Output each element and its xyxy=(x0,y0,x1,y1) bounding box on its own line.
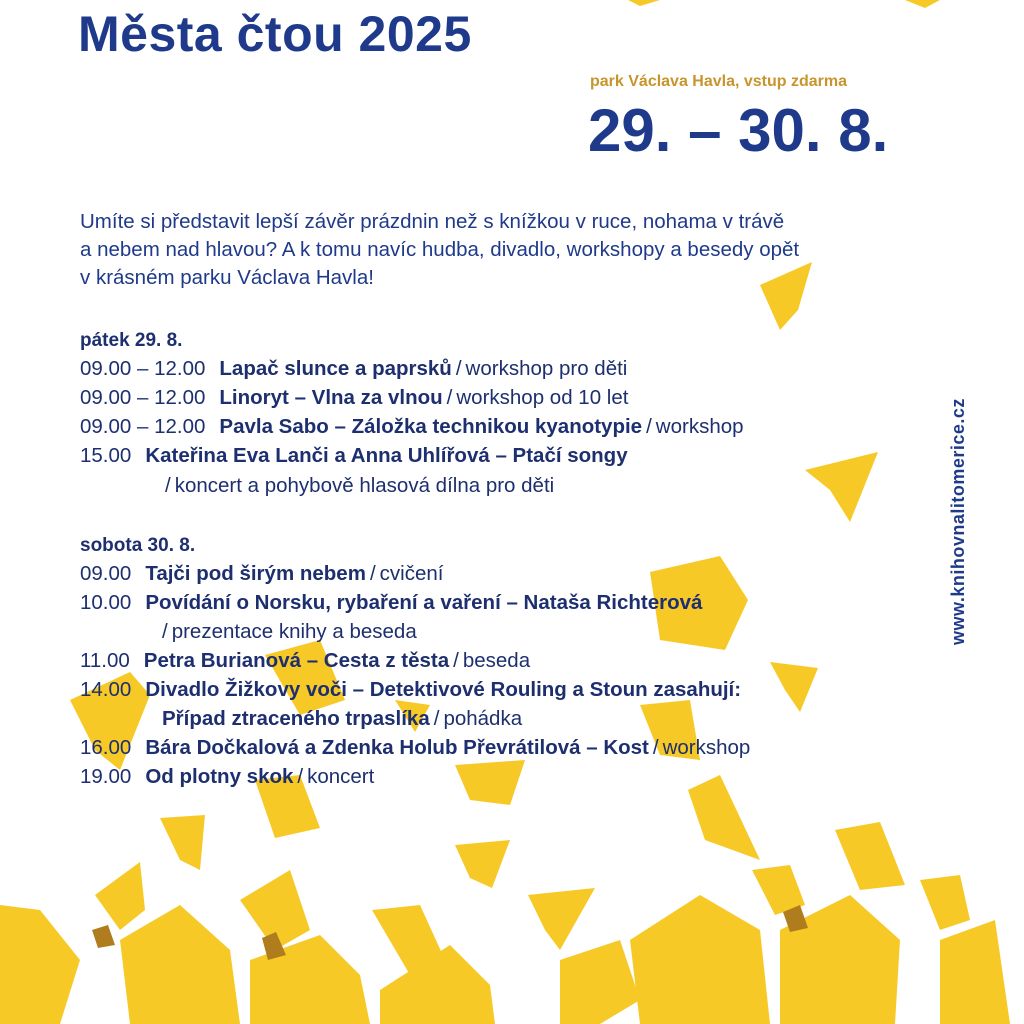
page-title: Města čtou 2025 xyxy=(78,6,472,62)
intro-line: Umíte si představit lepší závěr prázdnin než s knížkou v ruce, nohama v trávě xyxy=(80,210,785,233)
event-type: workshop pro děti xyxy=(465,357,628,380)
event-name: Pavla Sabo – Záložka technikou kyanotypie xyxy=(219,415,643,438)
event-type: koncert a pohybově hlasová dílna pro děti xyxy=(174,474,555,497)
schedule-item: 09.00 Tajči pod širým nebem / cvičení xyxy=(80,562,444,585)
library-website-link[interactable]: www.knihovnalitomerice.cz xyxy=(948,398,968,645)
event-type: workshop xyxy=(655,415,744,438)
event-name: Povídání o Norsku, rybaření a vaření – Nataša Richterová xyxy=(145,591,703,614)
schedule-item: 09.00 – 12.00 Linoryt – Vlna za vlnou / workshop od 10 let xyxy=(80,386,629,409)
event-time: 14.00 xyxy=(80,678,132,701)
saturday-heading: sobota 30. 8. xyxy=(80,535,196,556)
event-name: Od plotny skok xyxy=(145,765,294,788)
event-time: 10.00 xyxy=(80,591,132,614)
event-time: 15.00 xyxy=(80,444,132,467)
schedule-item-continuation: / koncert a pohybově hlasová dílna pro děti xyxy=(165,474,555,497)
event-time: 11.00 xyxy=(80,649,130,672)
intro-line: a nebem nad hlavou? A k tomu navíc hudba, divadlo, workshopy a besedy opět xyxy=(80,238,800,261)
event-name: Lapač slunce a paprsků xyxy=(219,357,452,380)
event-time: 19.00 xyxy=(80,765,132,788)
event-time: 09.00 – 12.00 xyxy=(80,386,206,409)
intro-line: v krásném parku Václava Havla! xyxy=(80,266,374,289)
schedule-item xyxy=(80,442,628,470)
event-type: beseda xyxy=(462,649,531,672)
event-name: Bára Dočkalová a Zdenka Holub Převrátilová – Kost xyxy=(145,736,649,759)
event-time: 16.00 xyxy=(80,736,132,759)
schedule-item: 16.00 Bára Dočkalová a Zdenka Holub Převrátilová – Kost / workshop xyxy=(80,736,751,759)
schedule-item: 09.00 – 12.00 Lapač slunce a paprsků / workshop pro děti xyxy=(80,357,628,380)
schedule-item: 09.00 – 12.00 Pavla Sabo – Záložka technikou kyanotypie / workshop xyxy=(80,415,744,438)
event-name: Linoryt – Vlna za vlnou xyxy=(219,386,443,409)
event-time: 09.00 – 12.00 xyxy=(80,357,206,380)
event-name: Kateřina Eva Lanči a Anna Uhlířová – Ptačí songy xyxy=(145,444,628,467)
event-dates: 29. – 30. 8. xyxy=(588,97,889,164)
friday-heading: pátek 29. 8. xyxy=(80,330,183,351)
event-type: koncert xyxy=(307,765,375,788)
event-name: Petra Burianová – Cesta z těsta xyxy=(143,649,450,672)
event-type: pohádka xyxy=(443,707,523,730)
schedule-item: 19.00 Od plotny skok / koncert xyxy=(80,765,375,788)
schedule-item-continuation: / prezentace knihy a beseda xyxy=(162,620,417,643)
schedule-item-continuation: Případ ztraceného trpaslíka / pohádka xyxy=(162,707,523,730)
event-time: 09.00 xyxy=(80,562,132,585)
event-type: workshop od 10 let xyxy=(456,386,629,409)
event-name: Případ ztraceného trpaslíka xyxy=(162,707,430,730)
venue-info: park Václava Havla, vstup zdarma xyxy=(590,73,848,90)
schedule-item xyxy=(80,589,702,617)
intro-paragraph xyxy=(80,208,960,292)
event-time: 09.00 – 12.00 xyxy=(80,415,206,438)
event-type: workshop xyxy=(662,736,751,759)
event-type: prezentace knihy a beseda xyxy=(171,620,417,643)
schedule-item: 11.00 Petra Burianová – Cesta z těsta / beseda xyxy=(80,649,531,672)
event-type: cvičení xyxy=(379,562,444,585)
event-name: Divadlo Žižkovy voči – Detektivové Rouling a Stoun zasahují: xyxy=(145,678,742,701)
event-name: Tajči pod širým nebem xyxy=(145,562,366,585)
schedule-item xyxy=(80,676,741,704)
